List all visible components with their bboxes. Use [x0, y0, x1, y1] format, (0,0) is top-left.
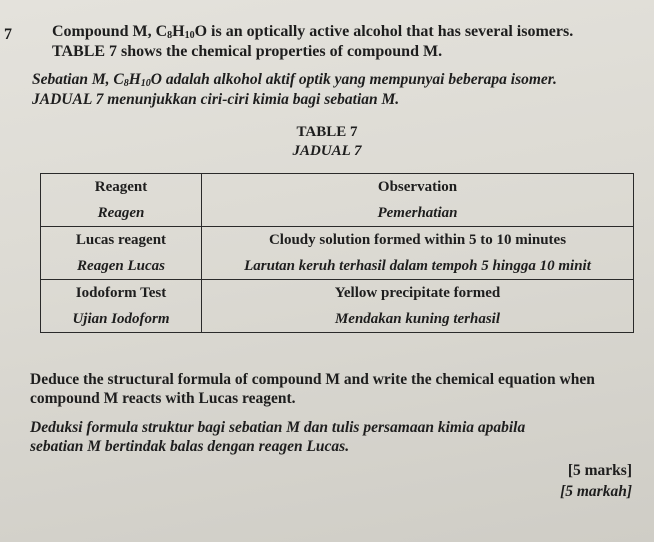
header-reagent-en: Reagent: [94, 179, 148, 195]
question-number: 7: [4, 26, 12, 43]
task-en-line2: compound M reacts with Lucas reagent.: [30, 390, 296, 407]
reagent-ms: Reagen Lucas: [77, 258, 165, 274]
formula-subscript-h-ms: 10: [140, 78, 151, 89]
formula-o-ms: O: [150, 71, 162, 88]
intro-en-line1: [52, 22, 642, 42]
intro-en-line2: TABLE 7 shows the chemical properties of compound M.: [52, 43, 443, 60]
observation-en: Yellow precipitate formed: [334, 285, 501, 301]
intro-en-text-a: Compound M, C: [52, 23, 168, 40]
reagent-cell: [41, 227, 202, 280]
intro-en-text-b: is an optically active alcohol that has several isomers.: [207, 23, 574, 40]
header-reagent-ms: Reagen: [97, 205, 145, 221]
intro-ms-text-b: adalah alkohol aktif optik yang mempunyai beberapa isomer.: [162, 71, 557, 88]
reagent-en: Iodoform Test: [75, 285, 167, 301]
task-malay: [30, 418, 630, 456]
table-row: [41, 227, 634, 280]
formula-subscript-c-ms: 8: [123, 78, 129, 89]
header-observation-ms: Pemerhatian: [377, 205, 458, 221]
table-title-english: TABLE 7: [296, 124, 358, 140]
table-row: [41, 280, 634, 333]
reagent-cell: [41, 280, 202, 333]
question-intro-english: [52, 22, 642, 62]
reagent-en: Lucas reagent: [75, 232, 167, 248]
intro-ms-line2: JADUAL 7 menunjukkan ciri-ciri kimia bagi sebatian M.: [32, 91, 400, 108]
header-reagent: [41, 174, 202, 227]
observation-en: Cloudy solution formed within 5 to 10 minutes: [268, 232, 567, 248]
formula-h-ms: H: [128, 71, 141, 88]
task-ms-line1: Deduksi formula struktur bagi sebatian M dan tulis persamaan kimia apabila: [30, 419, 526, 436]
intro-ms-line1: [32, 70, 642, 90]
observation-ms: Larutan keruh terhasil dalam tempoh 5 hingga 10 minit: [244, 258, 591, 274]
task-ms-line2: sebatian M bertindak balas dengan reagen Lucas.: [30, 438, 350, 455]
marks-english: [5 marks]: [567, 462, 632, 479]
formula-subscript-h: 10: [184, 30, 195, 41]
question-intro-malay: [32, 70, 642, 110]
formula-o: O: [194, 23, 208, 40]
marks-allocation: [560, 460, 632, 502]
marks-malay: [5 markah]: [560, 483, 632, 500]
observation-cell: [202, 280, 634, 333]
table-title-malay: JADUAL 7: [292, 143, 362, 159]
reagent-ms: Ujian Iodoform: [72, 311, 170, 327]
properties-table: [40, 173, 634, 333]
task-english: [30, 370, 640, 408]
formula-subscript-c: 8: [167, 30, 173, 41]
table-header-row: [41, 174, 634, 227]
header-observation-en: Observation: [377, 179, 458, 195]
observation-cell: [202, 227, 634, 280]
task-en-line1: Deduce the structural formula of compound M and write the chemical equation when: [30, 371, 595, 388]
header-observation: [202, 174, 634, 227]
formula-h: H: [172, 23, 185, 40]
intro-ms-text-a: Sebatian M, C: [32, 71, 124, 88]
observation-ms: Mendakan kuning terhasil: [334, 311, 501, 327]
